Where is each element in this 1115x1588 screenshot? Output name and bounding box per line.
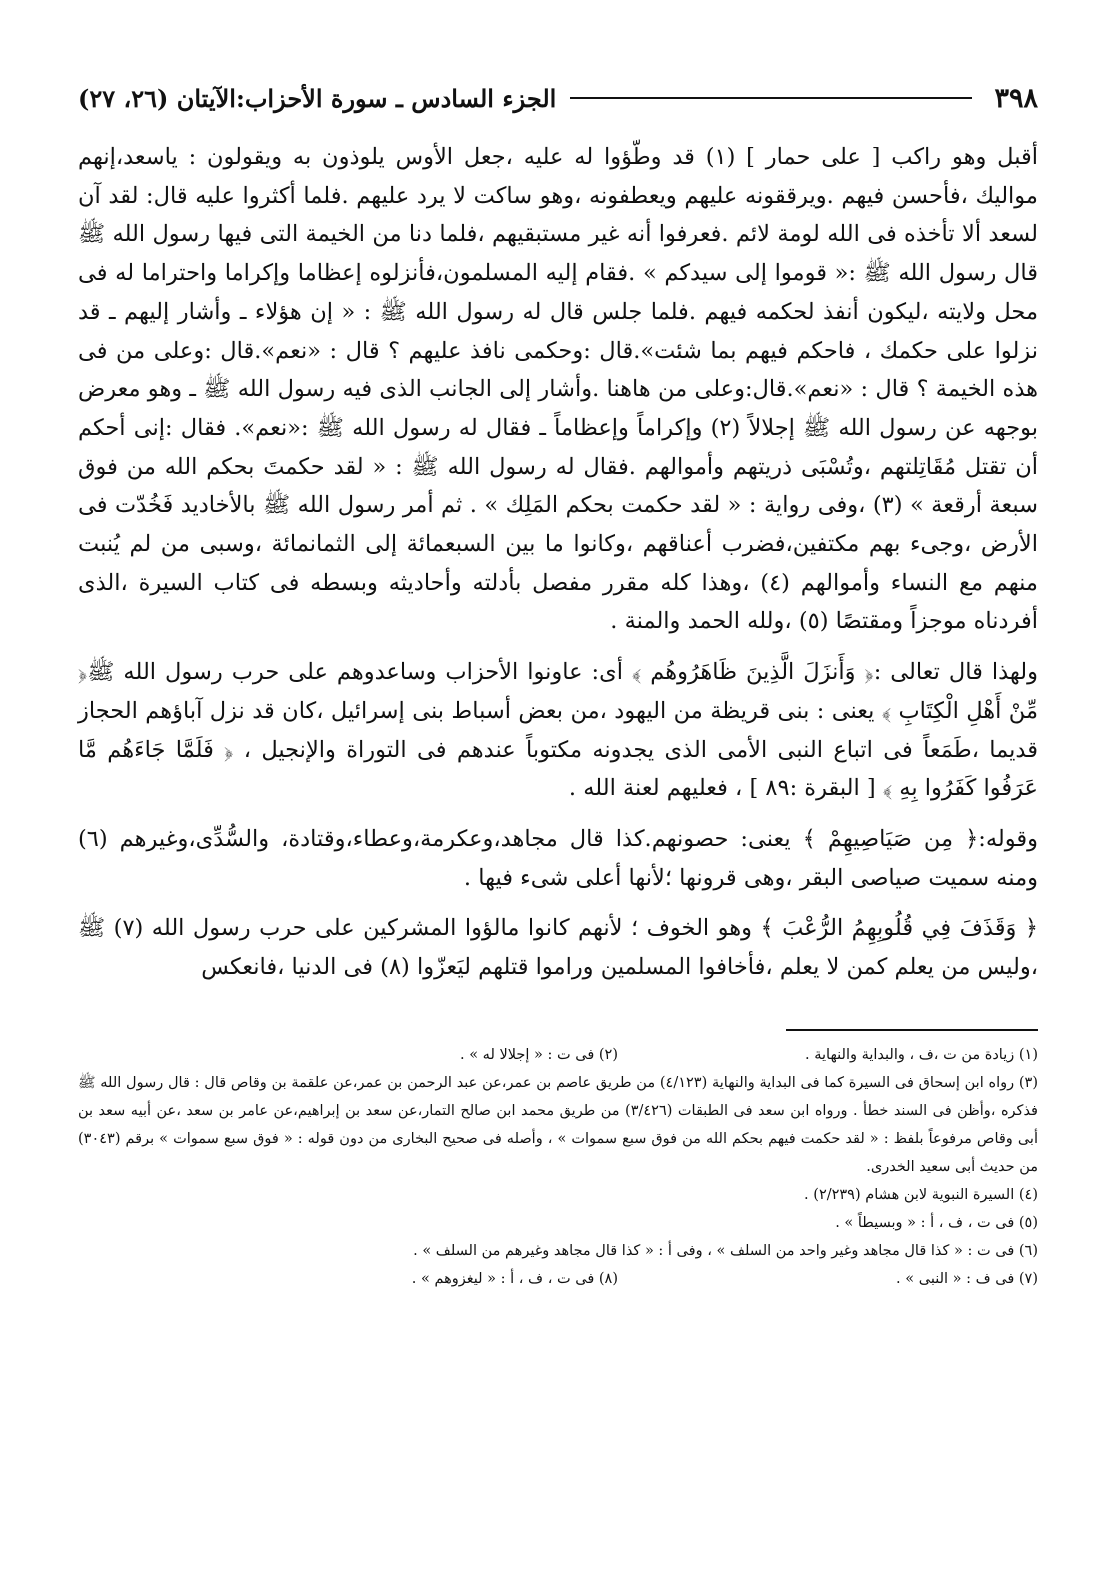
footnote-separator xyxy=(786,1029,1038,1031)
paragraph: ولهذا قال تعالى :﴿ وَأَنزَلَ الَّذِينَ ظَاهَرُوهُم ﴾ أى: عاونوا الأحزاب وساعدوهم على حرب رسول الله ﷺ﴿ مِّنْ أَهْلِ الْكِتَابِ ﴾ يعنى : بنى قريظة من اليهود ،من بعض أسباط بنى إسرائيل ،كان قد نزل آباؤهم الحجاز قديما ،طَمَعاً فى اتباع النبى الأمى الذى يجدونه مكتوباً عندهم فى التوراة والإنجيل ، ﴿ فَلَمَّا جَاءَهُم مَّا عَرَفُوا كَفَرُوا بِهِ ﴾ [ البقرة :٨٩ ] ، فعليهم لعنة الله . xyxy=(78,659,1038,802)
footnote-8: (٨) فى ت ، ف ، أ : « ليغزوهم » . xyxy=(411,1270,618,1287)
footnote-1: (١) زيادة من ت ،ف ، والبداية والنهاية . xyxy=(805,1046,1038,1063)
book-page xyxy=(78,78,1038,1293)
page-number: ٣٩٨ xyxy=(994,82,1038,114)
footnote-6: (٦) فى ت : « كذا قال مجاهد وغير واحد من السلف » ، وفى أ : « كذا قال مجاهد وغيرهم من السلف » . xyxy=(413,1242,1038,1259)
footnotes xyxy=(78,1041,1038,1293)
footnote-row xyxy=(78,1041,1038,1069)
main-text xyxy=(78,138,1038,987)
footnote-row xyxy=(78,1265,1038,1293)
paragraph: وقوله:﴿ مِن صَيَاصِيهِمْ ﴾ يعنى: حصونهم.كذا قال مجاهد،وعكرمة،وعطاء،وقتادة، والسُّدِّى،وغيرهم (٦) ومنه سميت صياصى البقر ،وهى قرونها ؛لأنها أعلى شىء فيها . xyxy=(78,825,1038,891)
header-rule xyxy=(570,97,972,99)
footnote-4: (٤) السيرة النبوية لابن هشام (٢/٢٣٩) . xyxy=(804,1186,1038,1203)
running-title: الجزء السادس ـ سورة الأحزاب:الآيتان (٢٦، ٢٧) xyxy=(78,83,557,113)
page-header xyxy=(78,78,1038,118)
paragraph: أقبل وهو راكب [ على حمار ] (١) قد وطّؤوا له عليه ،جعل الأوس يلوذون به ويقولون : ياسعد،إنهم مواليك ،فأحسن فيهم .ويرققونه عليهم ويعطفونه ،وهو ساكت لا يرد عليهم .فلما أكثروا عليه قال: لقد آن لسعد ألا تأخذه فى الله لومة لائم .فعرفوا أنه غير مستبقيهم ،فلما دنا من الخيمة التى فيها رسول الله ﷺ قال رسول الله ﷺ :« قوموا إلى سيدكم » .فقام إليه المسلمون،فأنزلوه إعظاما وإكراما واحتراما له فى محل ولايته ،ليكون أنفذ لحكمه فيهم .فلما جلس قال له رسول الله ﷺ : « إن هؤلاء ـ وأشار إليهم ـ قد نزلوا على حكمك ، فاحكم فيهم بما شئت».قال :وحكمى نافذ عليهم ؟ قال : «نعم».قال :وعلى من فى هذه الخيمة ؟ قال : «نعم».قال:وعلى من هاهنا .وأشار إلى الجانب الذى فيه رسول الله ﷺ ـ وهو معرض بوجهه عن رسول الله ﷺ إجلالاً (٢) وإكراماً وإعظاماً ـ فقال له رسول الله ﷺ :«نعم». فقال :إنى أحكم أن تقتل مُقَاتِلتهم ،وتُسْبَى ذريتهم وأموالهم .فقال له رسول الله ﷺ : « لقد حكمتَ بحكم الله من فوق سبعة أرقعة » (٣) ،وفى رواية : « لقد حكمت بحكم المَلِك » . ثم أمر رسول الله ﷺ بالأخاديد فَخُدّت فى الأرض ،وجىء بهم مكتفين،فضرب أعناقهم ،وكانوا ما بين السبعمائة إلى الثمانمائة ،وسبى من لم يُنبت منهم مع النساء وأموالهم (٤) ،وهذا كله مقرر مفصل بأدلته وأحاديثه وبسطه فى كتاب السيرة ،الذى أفردناه موجزاً ومقتصًا (٥) ،ولله الحمد والمنة . xyxy=(78,144,1038,635)
footnote-7: (٧) فى ف : « النبى » . xyxy=(896,1270,1038,1287)
footnote-5: (٥) فى ت ، ف ، أ : « وبسيطاً » . xyxy=(835,1214,1038,1231)
paragraph: ﴿ وَقَذَفَ فِي قُلُوبِهِمُ الرُّعْبَ ﴾ وهو الخوف ؛ لأنهم كانوا مالؤوا المشركين على حرب رسول الله (٧) ﷺ ،وليس من يعلم كمن لا يعلم ،فأخافوا المسلمين وراموا قتلهم ليَعزّوا (٨) فى الدنيا ،فانعكس xyxy=(78,915,1038,981)
footnote-2: (٢) فى ت : « إجلالا له » . xyxy=(459,1046,618,1063)
footnote-3: (٣) رواه ابن إسحاق فى السيرة كما فى البداية والنهاية (٤/١٢٣) من طريق عاصم بن عمر،عن عبد الرحمن بن عمر،عن علقمة بن وقاص قال : قال رسول الله ﷺ فذكره ،وأظن فى السند خطأ . ورواه ابن سعد فى الطبقات (٣/٤٢٦) من طريق محمد ابن صالح التمار،عن سعد بن إبراهيم،عن عامر بن سعد ،عن أبيه سعد بن أبى وقاص مرفوعاً بلفظ : « لقد حكمت فيهم بحكم الله من فوق سبع سموات » ، وأصله فى صحيح البخارى من دون قوله : « فوق سبع سموات » برقم (٣٠٤٣) من حديث أبى سعيد الخدرى. xyxy=(78,1074,1038,1175)
